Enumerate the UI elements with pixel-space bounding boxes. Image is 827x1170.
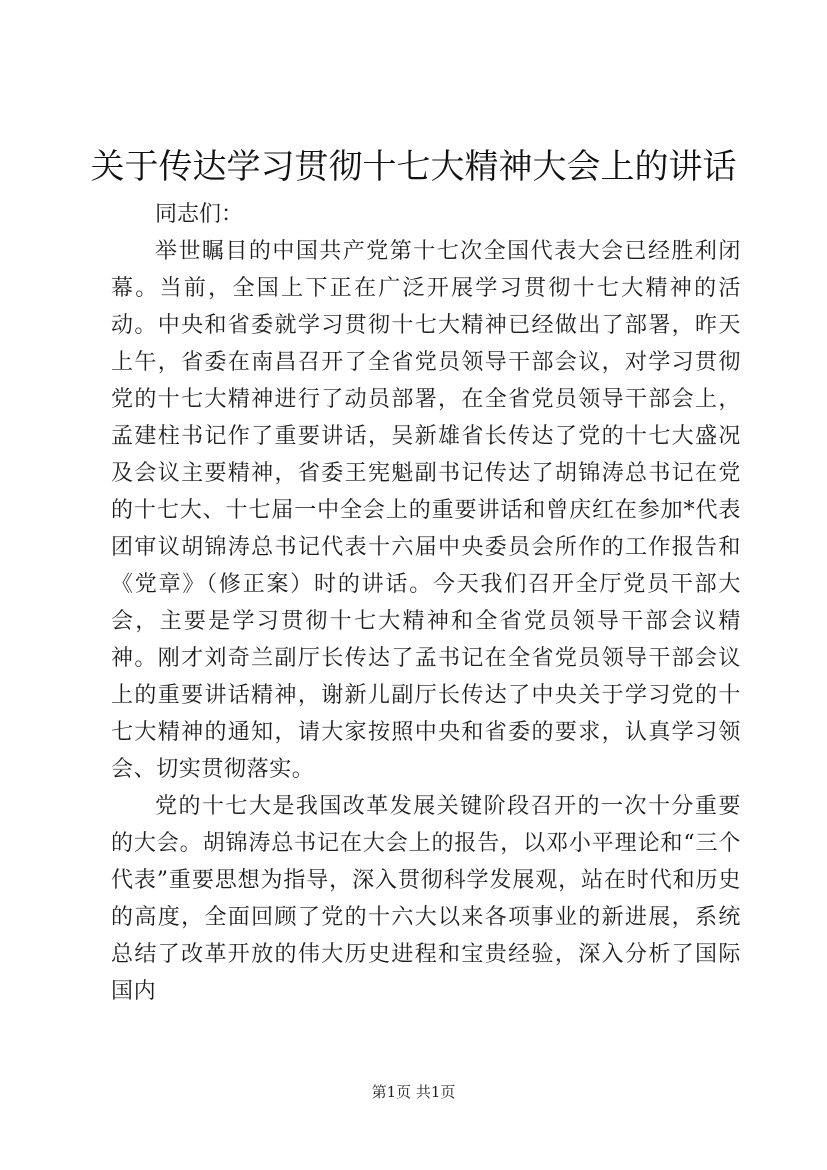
document-title: 关于传达学习贯彻十七大精神大会上的讲话 — [90, 147, 737, 187]
paragraph-1: 举世瞩目的中国共产党第十七次全国代表大会已经胜利闭幕。当前，全国上下正在广泛开展学习贯彻十七大精神的活动。中央和省委就学习贯彻十七大精神已经做出了部署，昨天上午，省委在南昌召开了全省党员领导干部会议，对学习贯彻党的十七大精神进行了动员部署，在全省党员领导干部会上，孟建柱书记作了重要讲话，吴新雄省长传达了党的十七大盛况及会议主要精神，省委王宪魁副书记传达了胡锦涛总书记在党的十七大、十七届一中全会上的重要讲话和曾庆红在参加*代表团审议胡锦涛总书记代表十六届中央委员会所作的工作报告和《党章》（修正案）时的讲话。今天我们召开全厅党员干部大会，主要是学习贯彻十七大精神和全省党员领导干部会议精神。刚才刘奇兰副厅长传达了孟书记在全省党员领导干部会议上的重要讲话精神，谢新儿副厅长传达了中央关于学习党的十七大精神的通知，请大家按照中央和省委的要求，认真学习领会、切实贯彻落实。 — [111, 239, 741, 782]
paragraph-2: 党的十七大是我国改革发展关键阶段召开的一次十分重要的大会。胡锦涛总书记在大会上的报告，以邓小平理论和“三个代表”重要思想为指导，深入贯彻科学发展观，站在时代和历史的高度，全面回顾了党的十六大以来各项事业的新进展，系统总结了改革开放的伟大历史进程和宝贵经验，深入分析了国际国内 — [111, 794, 741, 1004]
page-number-footer: 第1页 共1页 — [371, 1083, 456, 1101]
salutation: 同志们： — [155, 202, 244, 227]
document-body — [111, 196, 741, 1010]
